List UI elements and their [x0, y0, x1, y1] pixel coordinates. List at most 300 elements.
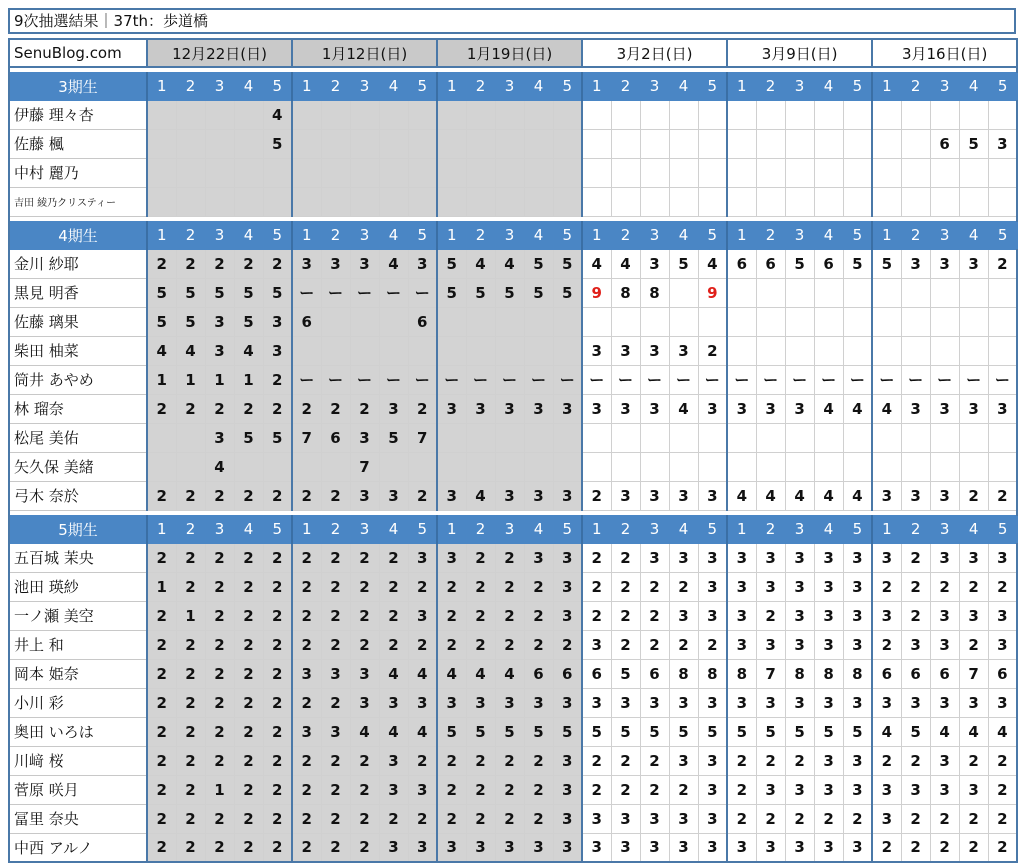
result-cell: 2 [582, 481, 611, 510]
result-cell: 3 [524, 394, 553, 423]
result-cell [524, 100, 553, 129]
result-cell: 1 [176, 601, 205, 630]
result-cell: 5 [176, 307, 205, 336]
result-cell: 4 [379, 659, 408, 688]
result-cell [698, 307, 727, 336]
result-cell: 2 [553, 630, 582, 659]
result-cell: 2 [147, 481, 176, 510]
result-cell [785, 158, 814, 187]
date-header: 3月9日(日) [727, 39, 872, 67]
result-cell [582, 187, 611, 216]
result-cell [234, 129, 263, 158]
round-number: 2 [756, 221, 785, 249]
result-cell: 2 [988, 249, 1017, 278]
result-cell: 3 [756, 775, 785, 804]
result-cell [234, 100, 263, 129]
round-number: 5 [408, 72, 437, 100]
result-cell: 2 [959, 481, 988, 510]
section-header-row [9, 221, 1017, 249]
member-row [9, 659, 1017, 688]
result-cell: 6 [321, 423, 350, 452]
result-cell: 3 [437, 833, 466, 862]
member-name: 佐藤 璃果 [9, 307, 147, 336]
result-cell: 2 [988, 804, 1017, 833]
result-cell: 4 [379, 717, 408, 746]
result-cell [669, 187, 698, 216]
result-cell [611, 129, 640, 158]
result-cell: 3 [582, 394, 611, 423]
result-cell: 2 [524, 601, 553, 630]
result-cell: 5 [814, 717, 843, 746]
result-cell: 5 [843, 717, 872, 746]
result-cell [553, 187, 582, 216]
result-cell: 3 [437, 394, 466, 423]
result-cell: ー [437, 365, 466, 394]
result-cell: 5 [756, 717, 785, 746]
result-cell [727, 187, 756, 216]
round-number: 2 [756, 515, 785, 543]
round-number: 2 [901, 72, 930, 100]
result-cell [553, 307, 582, 336]
result-cell: 2 [350, 543, 379, 572]
result-cell [727, 158, 756, 187]
result-cell [669, 452, 698, 481]
result-cell [930, 278, 959, 307]
round-number: 3 [930, 515, 959, 543]
result-cell [495, 129, 524, 158]
result-cell: 5 [147, 278, 176, 307]
round-number: 3 [495, 515, 524, 543]
result-cell: 2 [176, 804, 205, 833]
result-cell: 3 [959, 688, 988, 717]
result-cell [524, 187, 553, 216]
result-cell [292, 452, 321, 481]
result-cell: 6 [930, 129, 959, 158]
result-cell: 3 [640, 804, 669, 833]
member-name: 吉田 綾乃クリスティー [9, 187, 147, 216]
result-cell [582, 452, 611, 481]
result-cell: 2 [234, 630, 263, 659]
result-cell [640, 158, 669, 187]
result-cell: 3 [205, 307, 234, 336]
result-cell: 3 [959, 775, 988, 804]
result-cell: 2 [205, 249, 234, 278]
generation-label: 5期生 [9, 515, 147, 543]
result-cell: 2 [785, 746, 814, 775]
result-cell: 4 [263, 100, 292, 129]
result-cell: 2 [698, 336, 727, 365]
result-cell [466, 187, 495, 216]
result-cell: 2 [205, 833, 234, 862]
result-cell [872, 278, 901, 307]
round-number: 4 [524, 515, 553, 543]
result-cell [147, 100, 176, 129]
result-cell: ー [350, 365, 379, 394]
result-cell: 2 [176, 249, 205, 278]
result-cell: 3 [495, 688, 524, 717]
result-cell [872, 336, 901, 365]
result-cell [321, 452, 350, 481]
result-cell: 2 [611, 746, 640, 775]
result-cell [466, 336, 495, 365]
result-cell: 5 [466, 717, 495, 746]
result-cell: 2 [292, 394, 321, 423]
result-cell [901, 336, 930, 365]
result-cell [582, 158, 611, 187]
result-cell: 4 [437, 659, 466, 688]
member-name: 佐藤 楓 [9, 129, 147, 158]
result-cell: 5 [263, 129, 292, 158]
member-name: 川﨑 桜 [9, 746, 147, 775]
result-cell: ー [408, 365, 437, 394]
result-cell: 5 [872, 249, 901, 278]
round-number: 4 [959, 221, 988, 249]
result-cell: 2 [785, 804, 814, 833]
result-cell [814, 129, 843, 158]
result-cell: 4 [814, 394, 843, 423]
result-cell: 6 [524, 659, 553, 688]
member-row [9, 423, 1017, 452]
result-cell: 5 [234, 423, 263, 452]
result-cell: 3 [205, 336, 234, 365]
result-cell: ー [321, 278, 350, 307]
result-cell [466, 158, 495, 187]
result-cell: 3 [843, 630, 872, 659]
result-cell: 3 [843, 775, 872, 804]
result-cell [437, 452, 466, 481]
result-cell: 3 [843, 746, 872, 775]
result-cell: 2 [901, 543, 930, 572]
result-cell: 3 [785, 630, 814, 659]
result-cell: 2 [147, 249, 176, 278]
result-cell: 2 [176, 481, 205, 510]
result-cell: 2 [292, 775, 321, 804]
result-cell [234, 452, 263, 481]
result-cell: 5 [524, 278, 553, 307]
round-number: 3 [785, 72, 814, 100]
result-cell: 2 [292, 804, 321, 833]
result-cell: 3 [814, 572, 843, 601]
round-number: 1 [437, 72, 466, 100]
result-cell: 3 [350, 423, 379, 452]
round-number: 5 [553, 515, 582, 543]
result-cell [640, 187, 669, 216]
result-cell: 3 [379, 394, 408, 423]
result-cell: 3 [872, 688, 901, 717]
result-cell [756, 187, 785, 216]
result-cell: 8 [843, 659, 872, 688]
result-cell: 3 [814, 630, 843, 659]
result-cell [785, 452, 814, 481]
result-cell: 3 [930, 688, 959, 717]
result-cell [350, 307, 379, 336]
result-cell: 2 [495, 746, 524, 775]
section-header-row [9, 515, 1017, 543]
result-cell: 2 [234, 601, 263, 630]
result-cell: 2 [263, 775, 292, 804]
result-cell [437, 158, 466, 187]
result-cell: 3 [640, 688, 669, 717]
result-cell: 5 [843, 249, 872, 278]
result-cell [814, 187, 843, 216]
result-cell: 7 [292, 423, 321, 452]
result-cell: 3 [901, 249, 930, 278]
result-cell [959, 100, 988, 129]
result-cell: 2 [727, 746, 756, 775]
round-number: 4 [669, 515, 698, 543]
result-cell: 3 [901, 630, 930, 659]
member-name: 井上 和 [9, 630, 147, 659]
result-cell: 5 [959, 129, 988, 158]
result-cell [408, 158, 437, 187]
result-cell: 2 [495, 601, 524, 630]
round-number: 2 [321, 515, 350, 543]
result-cell [524, 307, 553, 336]
result-cell [263, 452, 292, 481]
result-cell [495, 336, 524, 365]
date-header-row [9, 39, 1017, 67]
result-cell: 2 [263, 833, 292, 862]
result-cell [727, 336, 756, 365]
date-header: 1月12日(日) [292, 39, 437, 67]
result-cell [959, 278, 988, 307]
result-cell: 5 [437, 278, 466, 307]
result-cell: ー [321, 365, 350, 394]
result-cell: 3 [727, 572, 756, 601]
result-cell [176, 423, 205, 452]
result-cell [553, 336, 582, 365]
result-cell: 2 [263, 717, 292, 746]
member-row [9, 452, 1017, 481]
result-cell: 4 [843, 394, 872, 423]
result-cell: 3 [756, 688, 785, 717]
result-cell: ー [872, 365, 901, 394]
result-cell: 3 [582, 336, 611, 365]
round-number: 2 [901, 515, 930, 543]
result-cell [959, 187, 988, 216]
result-cell [147, 452, 176, 481]
result-cell: 3 [205, 423, 234, 452]
result-cell: 3 [930, 394, 959, 423]
result-cell: 3 [466, 394, 495, 423]
result-cell [727, 278, 756, 307]
result-cell: 2 [379, 601, 408, 630]
result-cell: 2 [408, 746, 437, 775]
result-cell [930, 187, 959, 216]
result-cell [350, 187, 379, 216]
round-number: 4 [379, 221, 408, 249]
result-cell: 3 [843, 601, 872, 630]
result-cell: 2 [466, 775, 495, 804]
result-cell: 2 [959, 630, 988, 659]
result-cell: 3 [814, 688, 843, 717]
result-cell: 2 [350, 394, 379, 423]
result-cell [785, 278, 814, 307]
result-cell: 3 [698, 601, 727, 630]
member-row [9, 100, 1017, 129]
result-cell: ー [292, 278, 321, 307]
result-cell: 2 [466, 572, 495, 601]
result-cell [350, 336, 379, 365]
result-cell: 2 [147, 746, 176, 775]
result-cell: ー [698, 365, 727, 394]
round-number: 1 [872, 515, 901, 543]
result-cell: 6 [582, 659, 611, 688]
result-cell: 5 [553, 278, 582, 307]
result-cell: 6 [640, 659, 669, 688]
round-number: 3 [205, 515, 234, 543]
round-number: 5 [553, 72, 582, 100]
result-cell: 2 [988, 481, 1017, 510]
result-cell: 3 [814, 833, 843, 862]
member-row [9, 158, 1017, 187]
result-cell [321, 187, 350, 216]
result-cell: 3 [524, 543, 553, 572]
result-cell: 5 [669, 249, 698, 278]
round-number: 4 [669, 221, 698, 249]
member-name: 松尾 美佑 [9, 423, 147, 452]
result-cell: ー [901, 365, 930, 394]
round-number: 3 [785, 221, 814, 249]
result-cell: 4 [147, 336, 176, 365]
result-cell: 5 [263, 423, 292, 452]
result-cell [553, 423, 582, 452]
result-cell: 3 [988, 630, 1017, 659]
member-row [9, 278, 1017, 307]
round-number: 1 [147, 221, 176, 249]
result-cell: 3 [379, 775, 408, 804]
result-cell [843, 129, 872, 158]
result-cell [756, 452, 785, 481]
member-name: 弓木 奈於 [9, 481, 147, 510]
member-row [9, 804, 1017, 833]
result-cell [785, 100, 814, 129]
member-row [9, 187, 1017, 216]
round-number: 3 [930, 221, 959, 249]
result-cell [292, 187, 321, 216]
result-cell [437, 307, 466, 336]
member-row [9, 481, 1017, 510]
result-cell: 3 [872, 543, 901, 572]
result-cell: 4 [350, 717, 379, 746]
round-number: 2 [901, 221, 930, 249]
result-cell: 4 [930, 717, 959, 746]
round-number: 1 [582, 221, 611, 249]
member-name: 中西 アルノ [9, 833, 147, 862]
result-cell: 3 [988, 688, 1017, 717]
result-cell [437, 423, 466, 452]
result-cell: 3 [611, 336, 640, 365]
result-cell: 2 [872, 630, 901, 659]
result-cell [611, 423, 640, 452]
member-name: 金川 紗耶 [9, 249, 147, 278]
result-cell [727, 129, 756, 158]
result-cell: 4 [176, 336, 205, 365]
result-cell: 2 [756, 746, 785, 775]
result-cell [872, 158, 901, 187]
result-cell: 2 [669, 775, 698, 804]
result-cell: 2 [350, 804, 379, 833]
result-cell [350, 158, 379, 187]
result-cell: 2 [205, 717, 234, 746]
result-cell: 3 [872, 601, 901, 630]
result-cell [495, 423, 524, 452]
result-cell: 5 [611, 659, 640, 688]
result-cell: 6 [553, 659, 582, 688]
result-cell: 5 [785, 249, 814, 278]
result-cell: 2 [147, 688, 176, 717]
round-number: 1 [292, 515, 321, 543]
result-cell: 6 [292, 307, 321, 336]
result-cell: 2 [901, 572, 930, 601]
member-name: 黒見 明香 [9, 278, 147, 307]
result-cell: 2 [437, 775, 466, 804]
result-cell [785, 307, 814, 336]
result-cell [843, 423, 872, 452]
result-cell [843, 278, 872, 307]
round-number: 1 [582, 72, 611, 100]
result-cell: 2 [669, 630, 698, 659]
result-cell: 3 [611, 688, 640, 717]
result-cell [959, 307, 988, 336]
result-cell [669, 307, 698, 336]
result-cell [640, 423, 669, 452]
results-table [8, 38, 1018, 863]
result-cell: 6 [930, 659, 959, 688]
result-cell: 3 [640, 336, 669, 365]
result-cell: 2 [611, 630, 640, 659]
result-cell [524, 423, 553, 452]
result-cell: 3 [930, 746, 959, 775]
result-cell [379, 336, 408, 365]
result-cell: ー [379, 278, 408, 307]
result-cell: 4 [843, 481, 872, 510]
result-cell [843, 307, 872, 336]
result-cell: 3 [901, 775, 930, 804]
result-cell [466, 423, 495, 452]
round-number: 1 [582, 515, 611, 543]
result-cell [901, 307, 930, 336]
result-cell: 3 [408, 775, 437, 804]
result-cell [930, 307, 959, 336]
round-number: 3 [495, 221, 524, 249]
result-cell: 3 [611, 394, 640, 423]
result-cell: 2 [756, 601, 785, 630]
result-cell: 2 [147, 394, 176, 423]
result-cell [495, 187, 524, 216]
result-cell: 2 [640, 775, 669, 804]
result-cell: 3 [640, 543, 669, 572]
result-cell: 2 [437, 601, 466, 630]
result-cell: 3 [379, 481, 408, 510]
result-cell: 2 [466, 746, 495, 775]
result-cell: 2 [582, 543, 611, 572]
result-cell [553, 158, 582, 187]
round-number: 4 [234, 72, 263, 100]
result-cell: 2 [466, 804, 495, 833]
result-cell: 2 [147, 601, 176, 630]
result-cell [466, 307, 495, 336]
result-cell: 2 [524, 775, 553, 804]
result-cell [785, 336, 814, 365]
result-cell [234, 158, 263, 187]
round-number: 4 [959, 515, 988, 543]
result-cell: 3 [785, 833, 814, 862]
result-cell: 2 [147, 804, 176, 833]
member-row [9, 746, 1017, 775]
result-cell: 4 [756, 481, 785, 510]
result-cell: 6 [988, 659, 1017, 688]
